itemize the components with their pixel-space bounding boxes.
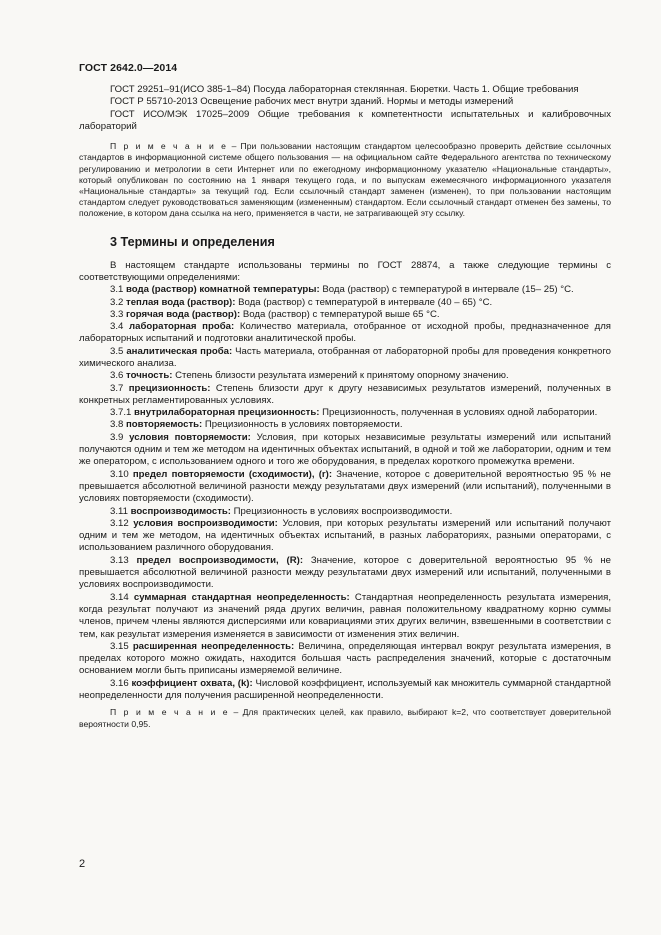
term-definition <box>79 297 611 309</box>
term-definition <box>79 592 611 641</box>
term-number: 3.13 <box>110 554 137 566</box>
term-name: суммарная стандартная неопределенность: <box>133 591 350 603</box>
term-number: 3.4 <box>110 321 130 333</box>
term-name: прецизионность: <box>128 382 211 394</box>
term-definition <box>79 321 611 346</box>
term-name: предел воспроизводимости, (R): <box>136 554 304 566</box>
term-number: 3.11 <box>110 505 131 517</box>
term-number: 3.16 <box>110 677 132 689</box>
term-definition <box>79 419 611 431</box>
term-number: 3.12 <box>110 517 134 529</box>
term-text: Вода (раствор) с температурой выше 65 °С. <box>240 308 440 320</box>
document-header: ГОСТ 2642.0—2014 <box>79 62 178 74</box>
term-name: точность: <box>126 370 173 382</box>
note-block-2 <box>79 707 611 729</box>
term-definition <box>79 284 611 296</box>
references-list <box>79 84 611 133</box>
term-text: Значение, которое с доверительной вероятностью 95 % не превышается абсолютной величиной разности между результатами двух измерений (или испытаний), полученными в условиях повторяемости (сходимости). <box>79 468 612 505</box>
term-text: Количество материала, отобранное от исходной пробы, предназначенное для лабораторных испытаний и подготовки аналитической пробы. <box>79 321 611 345</box>
note-text: – При пользовании настоящим стандартом целесообразно проверить действие ссылочных стандартов в информационной системе общего пользования — на официальном сайте Федерального агентства по техническому регулированию и метрологии в сети Интернет или по ежегодному информационному указателю «Национальные стандарты», который опубликован по состоянию на 1 января текущего года, и по выпускам ежемесячного информационного указателя «Национальные стандарты» за текущий год. Если ссылочный стандарт заменен (изменен), то при пользовании настоящим стандартом следует руководствоваться заменяющим (измененным) стандартом. Если ссылочный стандарт отменен без замены, то положение, в котором дана ссылка на него, применяется в части, не затрагивающей эту ссылку. <box>79 141 612 219</box>
section-heading: 3 Термины и определения <box>110 234 275 249</box>
term-text: Часть материала, отобранная от лабораторной пробы для проведения конкретного химического анализа. <box>79 345 611 369</box>
terms-list <box>79 284 611 702</box>
term-number: 3.10 <box>110 468 133 480</box>
term-number: 3.7 <box>110 382 129 394</box>
term-text: Прецизионность, полученная в условиях одной лаборатории. <box>319 407 598 419</box>
term-definition <box>79 469 611 506</box>
term-definition <box>79 678 611 703</box>
term-definition <box>79 309 611 321</box>
note-label: П р и м е ч а н и е <box>110 141 228 152</box>
term-definition <box>79 346 611 371</box>
reference-item: ГОСТ Р 55710-2013 Освещение рабочих мест внутри зданий. Нормы и методы измерений <box>110 96 514 108</box>
term-text: Числовой коэффициент, используемый как множитель суммарной стандартной неопределенности для получения расширенной неопределенности. <box>79 677 612 701</box>
page-number: 2 <box>79 858 86 870</box>
term-definition <box>79 383 611 408</box>
note-block <box>79 141 611 219</box>
term-definition <box>79 407 611 419</box>
term-definition <box>79 506 611 518</box>
section-intro: В настоящем стандарте использованы термины по ГОСТ 28874, а также следующие термины с соответствующими определениями: <box>79 259 611 283</box>
reference-item: ГОСТ ИСО/МЭК 17025–2009 Общие требования к компетентности испытательных и калибровочных лабораторий <box>79 108 611 132</box>
term-number: 3.5 <box>110 345 127 357</box>
term-name: внутрилабораторная прецизионность: <box>134 407 320 419</box>
term-definition <box>79 518 611 555</box>
term-text: Степень близости друг к другу независимых результатов измерений, полученных в конкретных регламентированных условиях. <box>79 382 611 406</box>
term-text: Степень близости результата измерений к принятому опорному значению. <box>172 370 509 382</box>
term-text: Условия, при которых результаты измерений или испытаний получают одним и тем же методом, на идентичных объектах испытаний, в разных лабораториях, разными операторами, с использованием различного оборудования. <box>79 517 611 554</box>
term-name: коэффициент охвата, (k): <box>131 677 253 689</box>
term-text: Прецизионность в условиях повторяемости. <box>202 419 403 431</box>
term-name: воспроизводимость: <box>130 505 231 517</box>
term-number: 3.2 <box>110 296 127 308</box>
term-text: Величина, определяющая интервал вокруг результата измерения, в пределах которого можно ожидать, находится большая часть распределения значений, которые с достаточным основанием могли быть приписаны измеряемой величине. <box>79 640 611 677</box>
term-text: Прецизионность в условиях воспроизводимости. <box>231 505 453 517</box>
term-text: Вода (раствор) с температурой в интервале (40 – 65) °С. <box>235 296 493 308</box>
term-name: лабораторная проба: <box>129 321 235 333</box>
term-number: 3.15 <box>110 640 133 652</box>
term-number: 3.8 <box>110 419 127 431</box>
term-number: 3.6 <box>110 370 127 382</box>
term-number: 3.9 <box>110 431 130 443</box>
term-name: расширенная неопределенность: <box>132 640 295 652</box>
note-label-2: П р и м е ч а н и е <box>110 707 230 718</box>
term-name: условия повторяемости: <box>129 431 251 443</box>
term-text: Условия, при которых независимые результаты измерений или испытаний получаются одним и тем же методом на идентичных объектах испытаний, в одной и той же лаборатории, одним и тем же оператором, с использованием одного и того же оборудования, в пределах короткого промежутка времени. <box>79 431 611 468</box>
note-text-2: – Для практических целей, как правило, выбирают k=2, что соответствует доверительной вероятности 0,95. <box>79 707 611 729</box>
document-body <box>79 84 611 730</box>
term-number: 3.7.1 <box>110 407 135 419</box>
term-definition <box>79 555 611 592</box>
term-text: Вода (раствор) с температурой в интервале (15– 25) °С. <box>319 284 574 296</box>
reference-item: ГОСТ 29251–91(ИСО 385-1–84) Посуда лабораторная стеклянная. Бюретки. Часть 1. Общие требования <box>110 84 579 95</box>
term-text: Стандартная неопределенность результата измерения, когда результат получают из значений ряда других величин, равная положительному квадратному корню суммы членов, причем члены являются дисперсиями или ковариациями этих других величин, взвешенными в соответствии с тем, как результат измерения изменяется в зависимости от изменения этих величин. <box>79 591 612 640</box>
term-definition <box>79 370 611 382</box>
term-name: вода (раствор) комнатной температуры: <box>126 284 320 296</box>
term-number: 3.3 <box>110 308 127 320</box>
term-name: условия воспроизводимости: <box>133 517 278 529</box>
term-name: теплая вода (раствор): <box>126 296 236 308</box>
term-text: Значение, которое с доверительной вероятностью 95 % не превышается абсолютной величиной разности между результатами двух измерений или испытаний, полученными в условиях воспроизводимости. <box>79 554 612 591</box>
term-name: повторяемость: <box>126 419 203 431</box>
term-name: аналитическая проба: <box>126 345 233 357</box>
term-number: 3.14 <box>110 591 134 603</box>
term-definition <box>79 432 611 469</box>
term-name: горячая вода (раствор): <box>126 308 241 320</box>
term-name: предел повторяемости (сходимости), (r): <box>132 468 333 480</box>
term-definition <box>79 641 611 678</box>
term-number: 3.1 <box>110 284 127 296</box>
